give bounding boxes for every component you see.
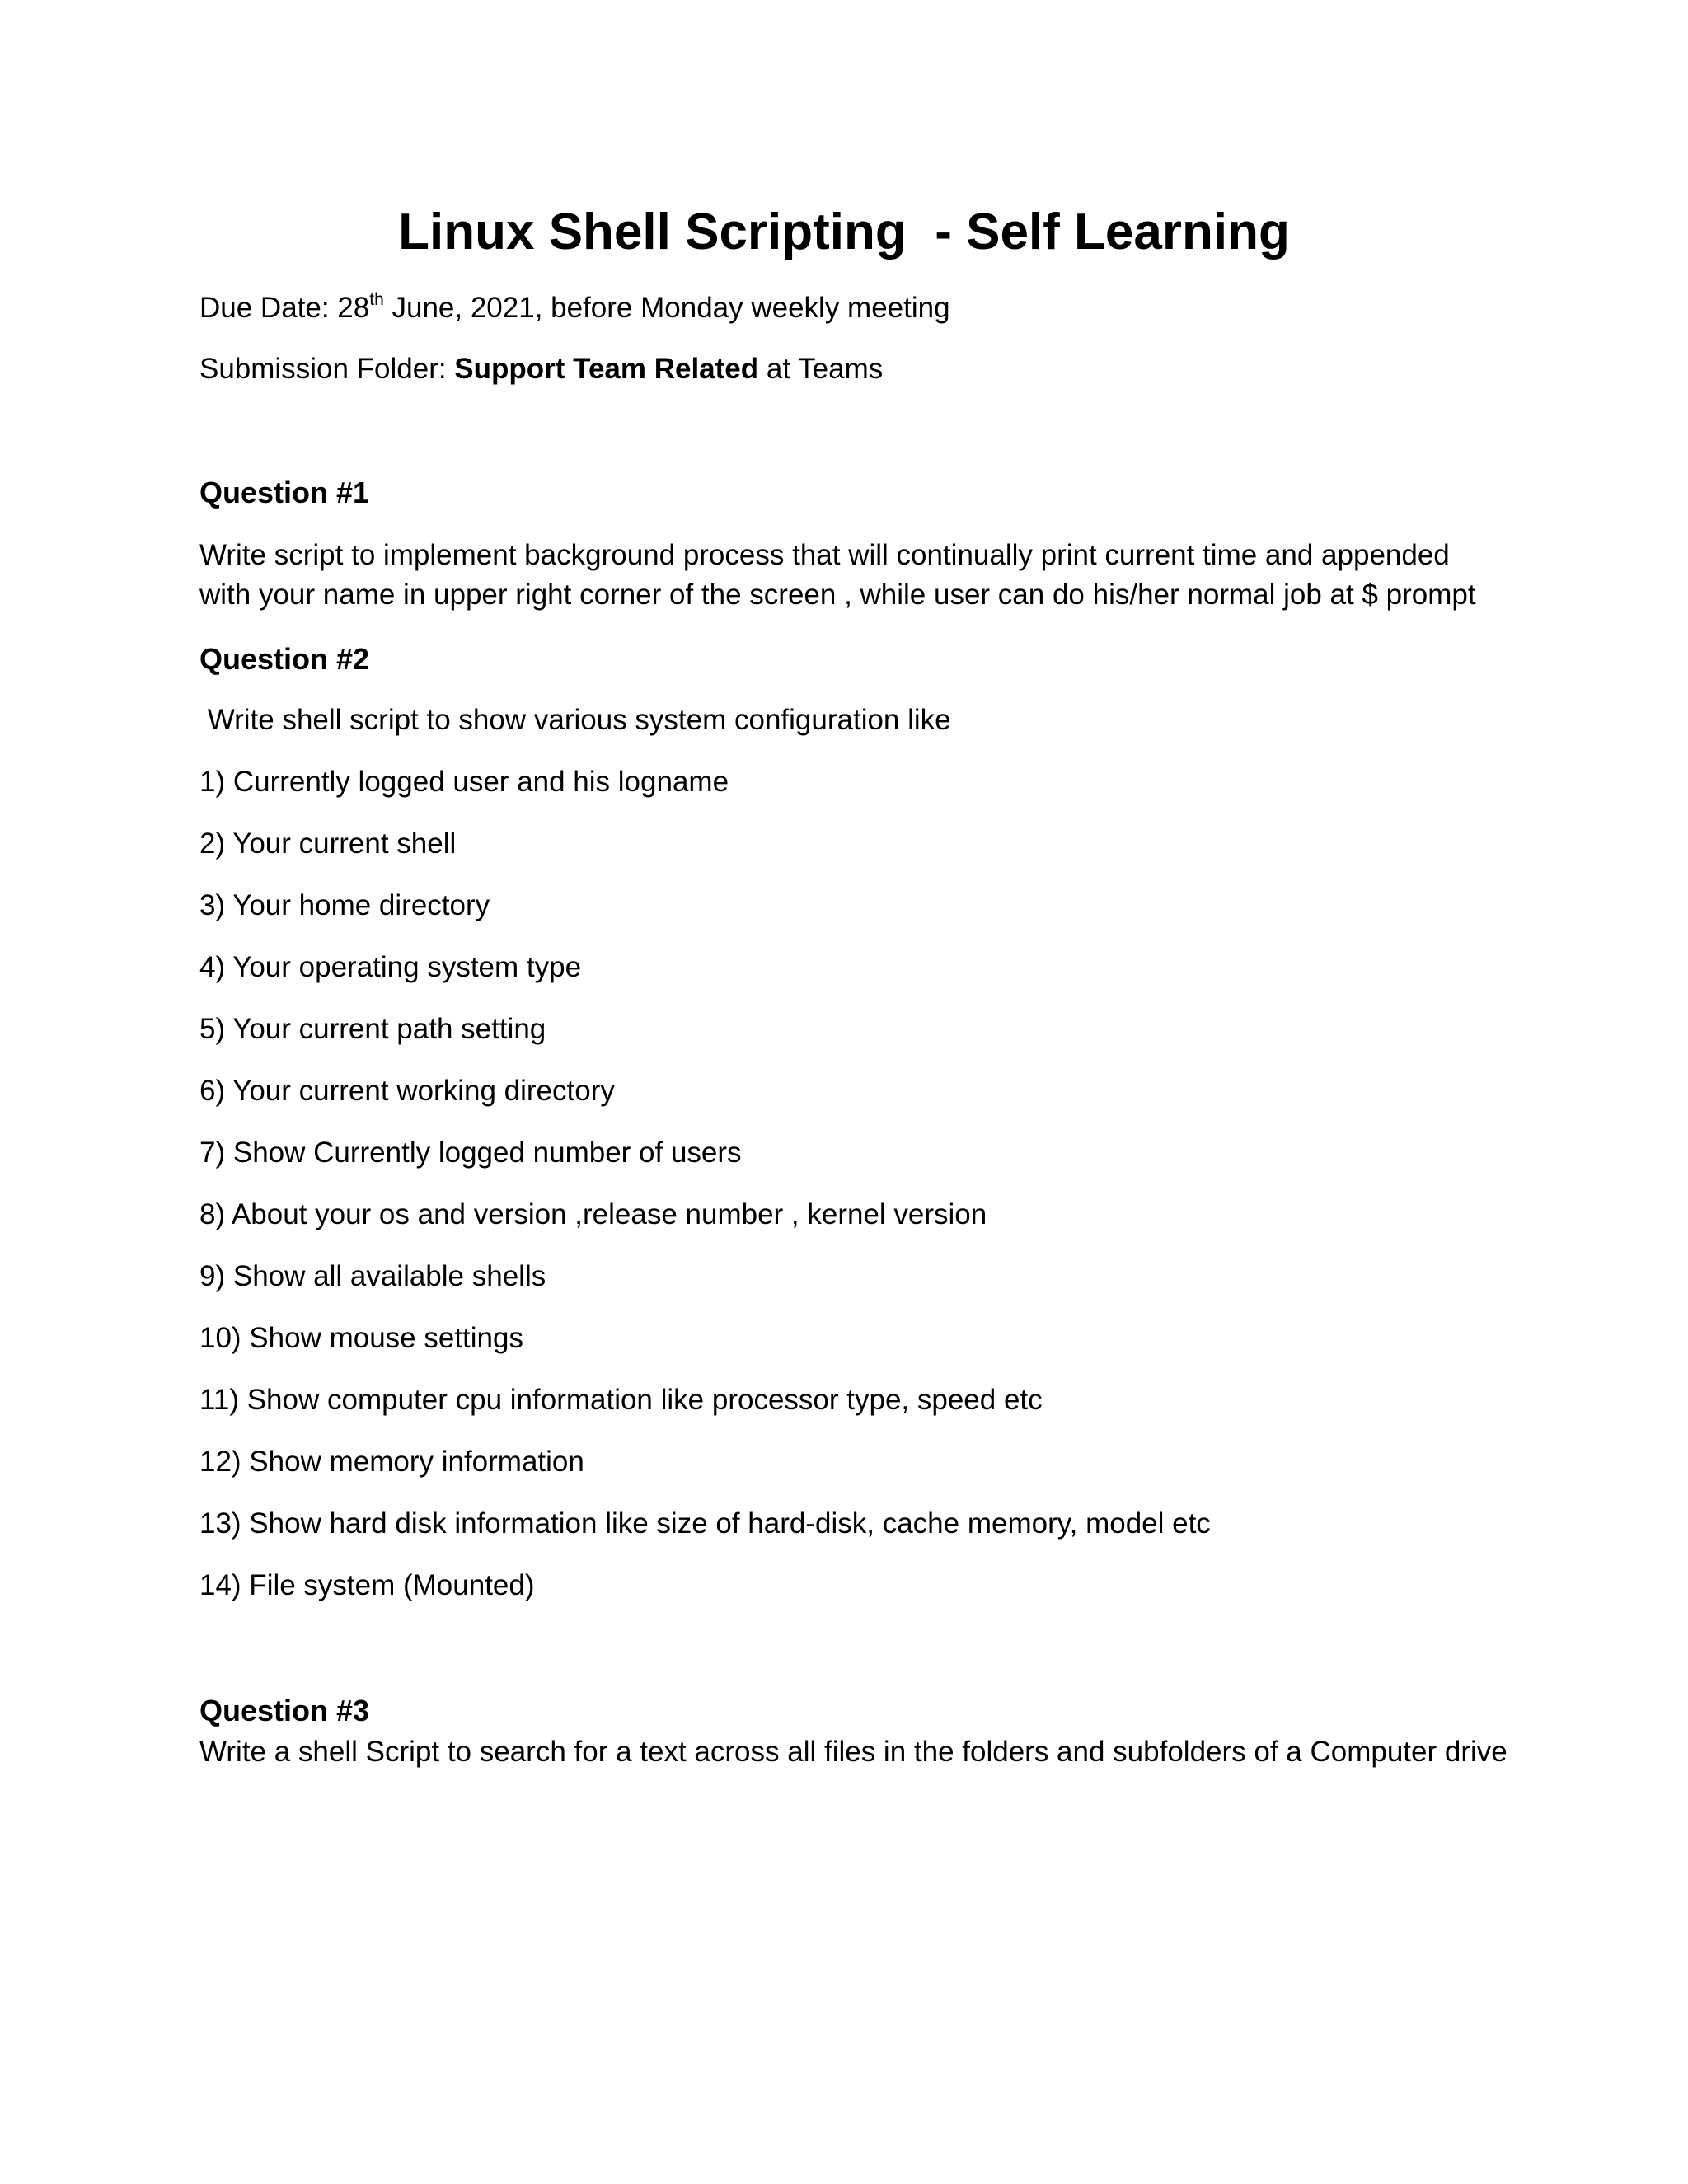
submission-suffix: at Teams xyxy=(758,353,884,385)
submission-folder: Support Team Related xyxy=(454,353,759,385)
list-item: 2) Your current shell xyxy=(199,827,457,860)
submission-line xyxy=(199,349,883,389)
list-item: 10) Show mouse settings xyxy=(199,1322,523,1354)
due-date-line xyxy=(199,288,950,328)
question-3-text-line-1: Write a shell Script to search for a text across all files in the folders and subfolders of a Computer drive xyxy=(199,1736,1507,1768)
question-1-heading: Question #1 xyxy=(199,476,370,509)
list-item: 3) Your home directory xyxy=(199,889,490,921)
list-item: 4) Your operating system type xyxy=(199,951,582,983)
list-item: 1) Currently logged user and his logname xyxy=(199,766,729,798)
list-item: 9) Show all available shells xyxy=(199,1260,546,1292)
question-3-heading: Question #3 xyxy=(199,1694,370,1727)
due-date-rest: June, 2021, before Monday weekly meeting xyxy=(383,292,950,324)
list-item: 14) File system (Mounted) xyxy=(199,1569,535,1601)
list-item: 12) Show memory information xyxy=(199,1446,584,1478)
list-item: 11) Show computer cpu information like processor type, speed etc xyxy=(199,1384,1043,1416)
list-item: 6) Your current working directory xyxy=(199,1075,615,1107)
list-item: 8) About your os and version ,release number , kernel version xyxy=(199,1198,987,1230)
due-date-ordinal: th xyxy=(369,290,384,309)
document-title: Linux Shell Scripting - Self Learning xyxy=(398,204,1290,260)
list-item: 5) Your current path setting xyxy=(199,1013,546,1045)
question-2-intro: Write shell script to show various system configuration like xyxy=(199,704,951,736)
question-1-text-line-2: with your name in upper right corner of the screen , while user can do his/her normal job at $ prompt xyxy=(199,579,1476,611)
submission-label: Submission Folder: xyxy=(199,353,455,385)
list-item: 13) Show hard disk information like size of hard-disk, cache memory, model etc xyxy=(199,1507,1211,1540)
due-date-label: Due Date: 28 xyxy=(199,292,370,324)
list-item: 7) Show Currently logged number of users xyxy=(199,1137,742,1169)
question-2-heading: Question #2 xyxy=(199,642,370,676)
question-1-text-line-1: Write script to implement background process that will continually print current time and appended xyxy=(199,539,1450,571)
